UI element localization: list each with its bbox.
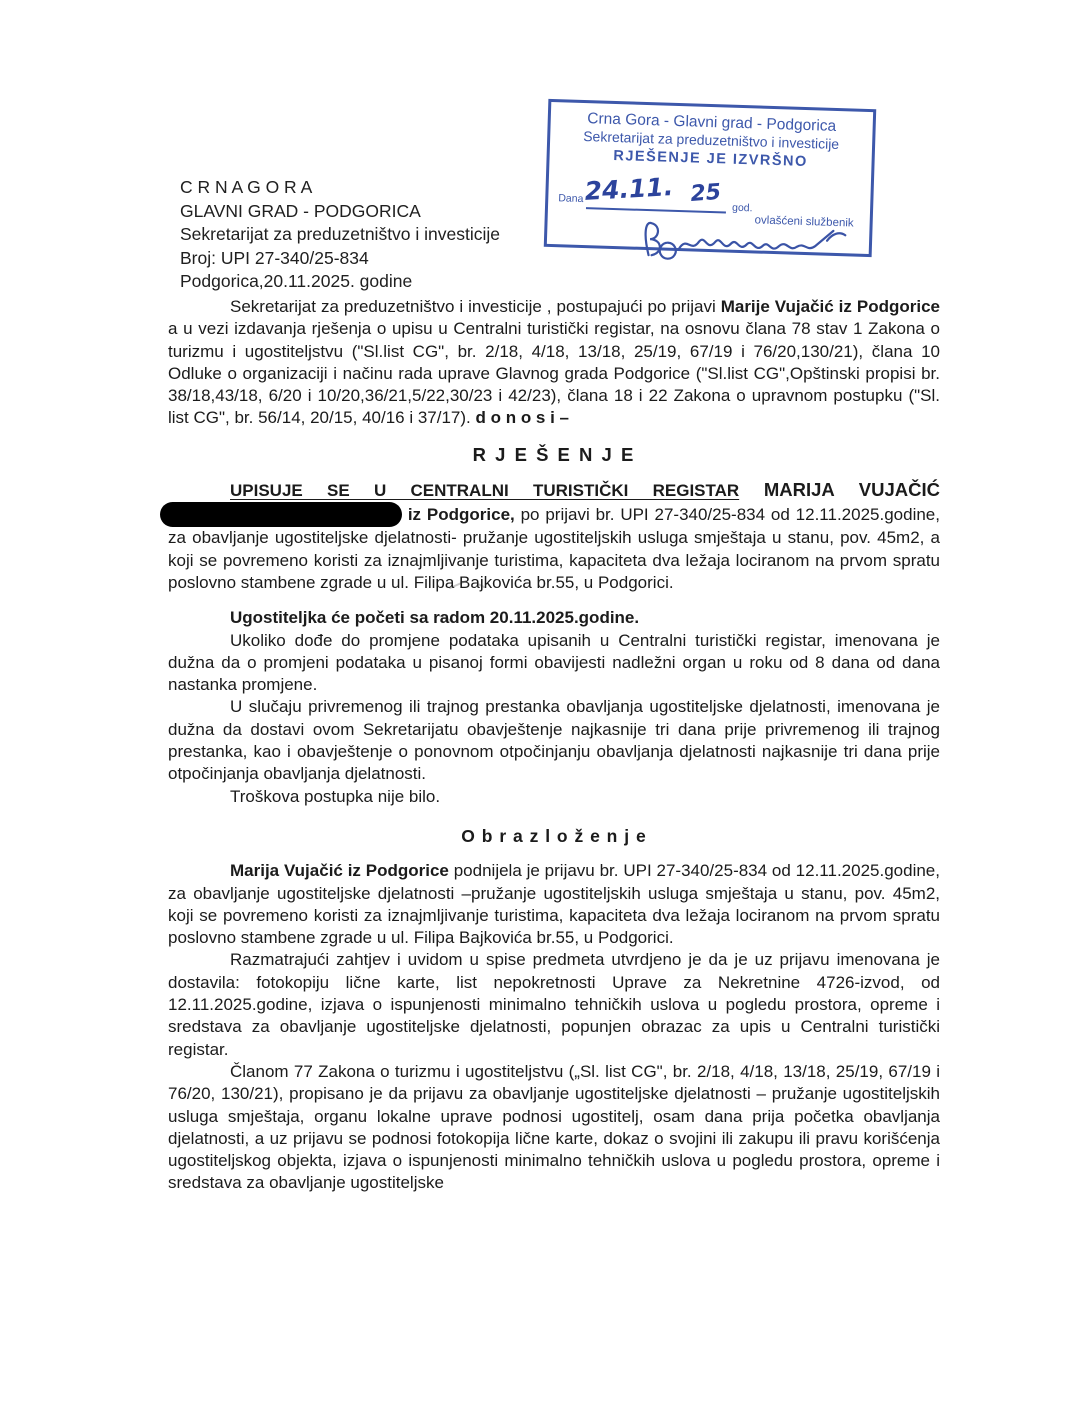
paragraph-obrazlozenje-2: Razmatrajući zahtjev i uvidom u spise predmeta utvrdjeno je da je uz prijavu imenovana je dostavila: fotokopiju lične karte, list nepokretnosti Uprave za Nekretnine 4726-izvod, od 12.11.2025.godine, izjava o ispunjenosti minimalno tehničkih uslova u pogledu prostora, opreme i sredstava za obavljanje ugostiteljske djelatnosti, popunjen obrazac za upis u Centralni turistički registar. [168, 950, 940, 1059]
registrant-city-bold: iz Podgorice, [402, 505, 521, 525]
donosi-bold: d o n o s i – [475, 408, 570, 428]
stamp-handwritten-date: 24.11. [583, 172, 674, 206]
paragraph-change-notice: Ukoliko dođe do promjene podataka upisanih u Centralni turistički registar, imenovana je dužna da o promjeni podataka u pisanoj formi obavijesti nadležni organ u roku od 8 dana od dana nastanka promjene. [168, 630, 940, 695]
paragraph-intro [168, 296, 940, 430]
stamp-status: RJEŠENJE JE IZVRŠNO [613, 147, 809, 171]
paragraph-costs: Troškova postupka nije bilo. [230, 786, 441, 806]
paragraph-start-date: Ugostiteljka će početi sa radom 20.11.2025.godine. [230, 608, 640, 628]
letterhead-department: Sekretarijat za preduzetništvo i investicije [180, 224, 501, 244]
stamp-handwritten-year: 25 [689, 179, 723, 207]
obrazlozenje-1-text: podnijela je prijavu br. UPI 27-340/25-834 od 12.11.2025.godine, za obavljanje ugostiteljske djelatnosti –pružanje ugostiteljskih usluga smještaja u stanu, pov. 45m2, koji se povremeno koristi za iznajmljivanje turistima, kapaciteta dva ležaja lociranom na prvom spratu poslovno stambene zgrade u ul. Filipa Bajkovića br.55, u Podgorici. [168, 861, 940, 948]
registration-details: po prijavi br. UPI 27-340/25-834 od 12.11.2025.godine, za obavljanje ugostiteljske djelatnosti- pružanje ugostiteljskih usluga smještaja u stanu, pov. 45m2, a koji se povremeno koristi za iznajmljivanje turistima, kapaciteta dva ležaja lociranom na prvom spratu poslovno stambene zgrade u ul. Filipa Bajkovića br.55, u Podgorici. [168, 505, 940, 592]
stamp-org-line2: Sekretarijat za preduzetništvo i investicije [582, 128, 840, 153]
letterhead-country: C R N A G O R A [180, 177, 313, 197]
paragraph-obrazlozenje-3: Članom 77 Zakona o turizmu i ugostiteljstvu („Sl. list CG", br. 2/18, 4/18, 13/18, 25/19, 67/19 i 76/20, 130/21), propisano je da prijavu za obavljanje ugostiteljske djelatnosti – pružanje ugostiteljskih usluga smještaja, organu lokalne uprave podnosi ugostitelj, osam dana prija početka obavljanja djelatnosti, a uz prijavu se podnosi fotokopija lične karte, dokaz o svojini ili zakupu ili pravu korišćenja ugostiteljskog objekta, izjava o ispunjenosti minimalno tehničkih uslova u pogledu prostora, opreme i sredstava za obavljanje ugostiteljske [168, 1061, 940, 1193]
redaction-bar [160, 502, 402, 527]
intro-text-2: a u vezi izdavanja rješenja o upisu u Centralni turistički registar, na osnovu člana 78 stav 1 Zakona o turizmu i ugostiteljstvu ("Sl.list CG", br. 2/18, 4/18, 13/18, 25/19, 67/19 i 76/20,130/21), člana 10 Odluke o organizaciji i načinu rada uprave Glavnog grada Podgorice ("Sl.list CG",Opštinski propisi br. 38/18,43/18, 6/20 i 10/20,36/21,5/22,30/23 i 42/23), člana 18 i 22 Zakona o upravnom postupku ("Sl. list CG", br. 56/14, 20/15, 40/16 i 37/17). [168, 319, 940, 428]
signature-scribble [634, 215, 865, 272]
letterhead [180, 176, 500, 294]
stamp-org-line1: Crna Gora - Glavni grad - Podgorica [587, 110, 837, 135]
heading-rjesenje: R J E Š E N J E [472, 443, 636, 465]
intro-text-1: Sekretarijat za preduzetništvo i investicije , postupajući po prijavi [230, 297, 721, 316]
stamp-date-suffix: god. [731, 201, 753, 215]
applicant-name-bold: Marije Vujačić iz Podgorice [720, 297, 940, 316]
paragraph-registration [168, 479, 940, 594]
registrant-name: MARIJA VUJAČIĆ [739, 479, 940, 501]
letterhead-city: GLAVNI GRAD - PODGORICA [180, 200, 421, 221]
applicant-name-bold-2: Marija Vujačić iz Podgorice [230, 861, 449, 881]
heading-obrazlozenje: O b r a z l o ž e n j e [461, 825, 647, 846]
paragraph-cessation-notice: U slučaju privremenog ili trajnog prestanka obavljanja ugostiteljske djelatnosti, imenovana je dužna da dostavi ovom Sekretarijatu obavještenje najkasnije tri dana prije privremenog ili trajnog prestanka, kao i obavještenje o ponovnom otpočinjanju obavljanja djelatnosti najkasnije tri dana prije otpočinjanja obavljanja djelatnosti. [168, 697, 940, 784]
stamp-date-label: Dana [558, 192, 584, 206]
case-number: Broj: UPI 27-340/25-834 [180, 247, 369, 268]
paragraph-obrazlozenje-1 [168, 860, 940, 949]
document-body [168, 296, 940, 1195]
stamp-date-line [586, 207, 726, 213]
executed-stamp [544, 99, 876, 257]
place-date: Podgorica,20.11.2025. godine [180, 271, 413, 291]
registration-clause-underlined: UPISUJE SE U CENTRALNI TURISTIČKI REGISTAR [230, 481, 740, 501]
stamp-officer-label: ovlašćeni službenik [754, 214, 854, 230]
